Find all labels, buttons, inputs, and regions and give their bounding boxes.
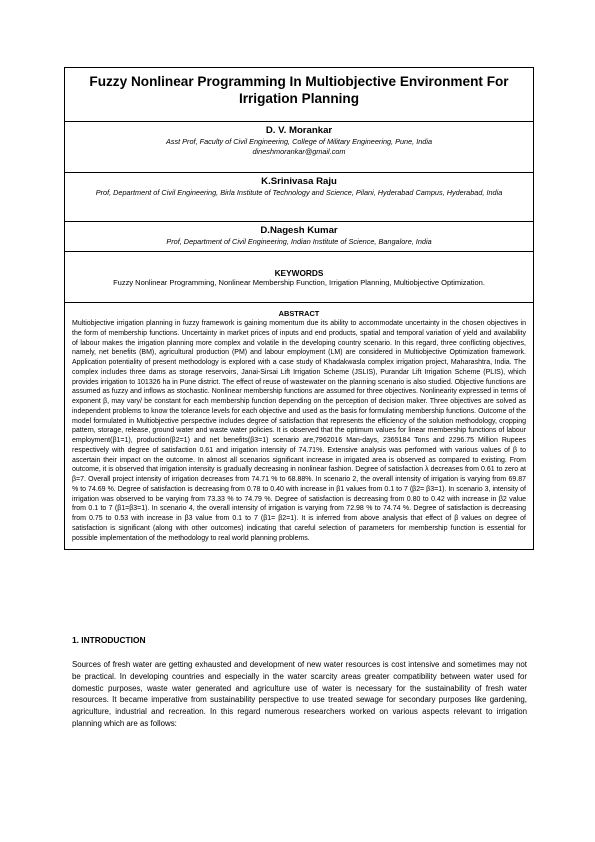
abstract-box	[65, 303, 533, 549]
author-block-3	[65, 222, 533, 252]
author-email[interactable]: dineshmorankar@gmail.com	[252, 146, 346, 156]
author-name: D.Nagesh Kumar	[260, 225, 338, 236]
author-affiliation: Prof, Department of Civil Engineering, Indian Institute of Science, Bangalore, India	[166, 237, 432, 246]
author-affiliation: Prof, Department of Civil Engineering, Birla Institute of Technology and Science, Pilani, Hyderabad Campus, Hyderabad, India	[95, 188, 503, 197]
author-affiliation: Asst Prof, Faculty of Civil Engineering, College of Military Engineering, Pune, India	[165, 137, 433, 146]
keywords-text: Fuzzy Nonlinear Programming, Nonlinear Membership Function, Irrigation Planning, Multiobjective Optimization.	[113, 278, 485, 287]
abstract-text: Multiobjective irrigation planning in fuzzy framework is gaining momentum due its ability to accommodate uncertainty in the chosen objectives in the form of membership functions. Uncertainty in market prices of inputs and end products, spatial and temporal variation of yield and availability of labour makes the irrigation planning more complex and volatile in the developing country scenario. In this regard, three conflicting objectives, namely, net benefits (BM), agricultural production (PM) and labour employment (LM) are considered in Multiobjective Optimization framework. Application potentiality of present methodology is explored with a case study of Khadakwasla complex irrigation project, Maharashtra, India. The complex includes three dams as storage reservoirs, Janai-Sirsai Lift Irrigation Scheme (JSLIS), Purandar Lift Irrigation Scheme (PLIS), which provides irrigation to 101326 ha in Pune district. The effect of reuse of wastewater on the planning scenario is also studied. Objective functions are assumed as fuzzy and inflows as stochastic. Nonlinear membership functions are assumed for three objectives. Nonlinearity expressed in terms of exponent β, may vary/ be constant for each membership function depending on the perception of decision maker. Three objectives are solved as independent problems to know the tolerance levels for each objective and used as the basis for formulating membership functions. Outcome of the model formulated in Multiobjective perspective includes degree of satisfaction that represents the efficiency of the solution methodology, cropping pattern, storage, release, ground water and waste water policies. It is observed that the optimum values for linear membership functions of labour employment(β1=1), production(β2=1) and net benefits(β3=1) scenario are,7962016 Man-days, 2365184 Tons and 2296.75 Million Rupees respectively with degree of satisfaction 0.61 and irrigation intensity of 74.71%. Extensive analysis was performed with various values of β to ascertain their impact on the outcome. In almost all scenarios significant increase in irrigated area is observed as compared to existing. From outcome, it is observed that irrigation intensity is gradually decreasing in nonlinear fashion. Degree of satisfaction λ decreases from 0.61 to zero at β=7. Overall project intensity of irrigation decreases from 74.71 % to 68.88%. In scenario 2, the overall intensity of irrigation is varying from 69.87 % to 74.69 %. Degree of satisfaction is decreasing from 0.78 to 0.40 with increase in β1 values from 0.1 to 7 (β2= β3=1). In scenario 3, intensity of irrigation was observed to be varying from 73.33 % to 74.79 %. Degree of satisfaction is decreasing from 0.80 to 0.42 with increase in β2 value from 0.1 to 7 (β1=β3=1). In scenario 4, the overall intensity of irrigation is varying from 72.98 % to 74.74 %. Degree of satisfaction is decreasing from 0.75 to 0.53 with increase in β3 value from 0.1 to 7 (β1= β2=1). It is inferred from above analysis that effect of β values on degree of satisfaction is significant (along with other outcomes) indicating that careful selection of parameters for membership function is essential for possible implementation of the methodology to real world planning problems.	[72, 320, 526, 542]
introduction-text: Sources of fresh water are getting exhausted and development of new water resources is cost intensive and sometimes may not be practical. In developing countries and especially in the water scarcity areas greater compatibility between water used for domestic purposes, waste water generated and agriculture use of water is necessary for the sustainability of fresh water resources. It became imperative from sustainability perspective to use treated sewage for secondary purposes like gardening, agriculture, industrial and recreation. In this regard numerous researchers worked on various aspects relevant to irrigation planning which are as follows:	[72, 660, 527, 728]
author-block-1	[65, 122, 533, 173]
author-name: K.Srinivasa Raju	[261, 176, 337, 187]
header-frame	[64, 67, 534, 550]
author-name: D. V. Morankar	[265, 125, 333, 136]
keywords-heading: KEYWORDS	[274, 268, 324, 278]
paper-title: Fuzzy Nonlinear Programming In Multiobjective Environment For Irrigation Planning	[89, 74, 509, 106]
author-block-2	[65, 173, 533, 222]
keywords-box	[65, 252, 533, 303]
abstract-heading: ABSTRACT	[278, 309, 320, 318]
introduction-heading: 1. INTRODUCTION	[72, 635, 146, 645]
title-box	[65, 68, 533, 122]
